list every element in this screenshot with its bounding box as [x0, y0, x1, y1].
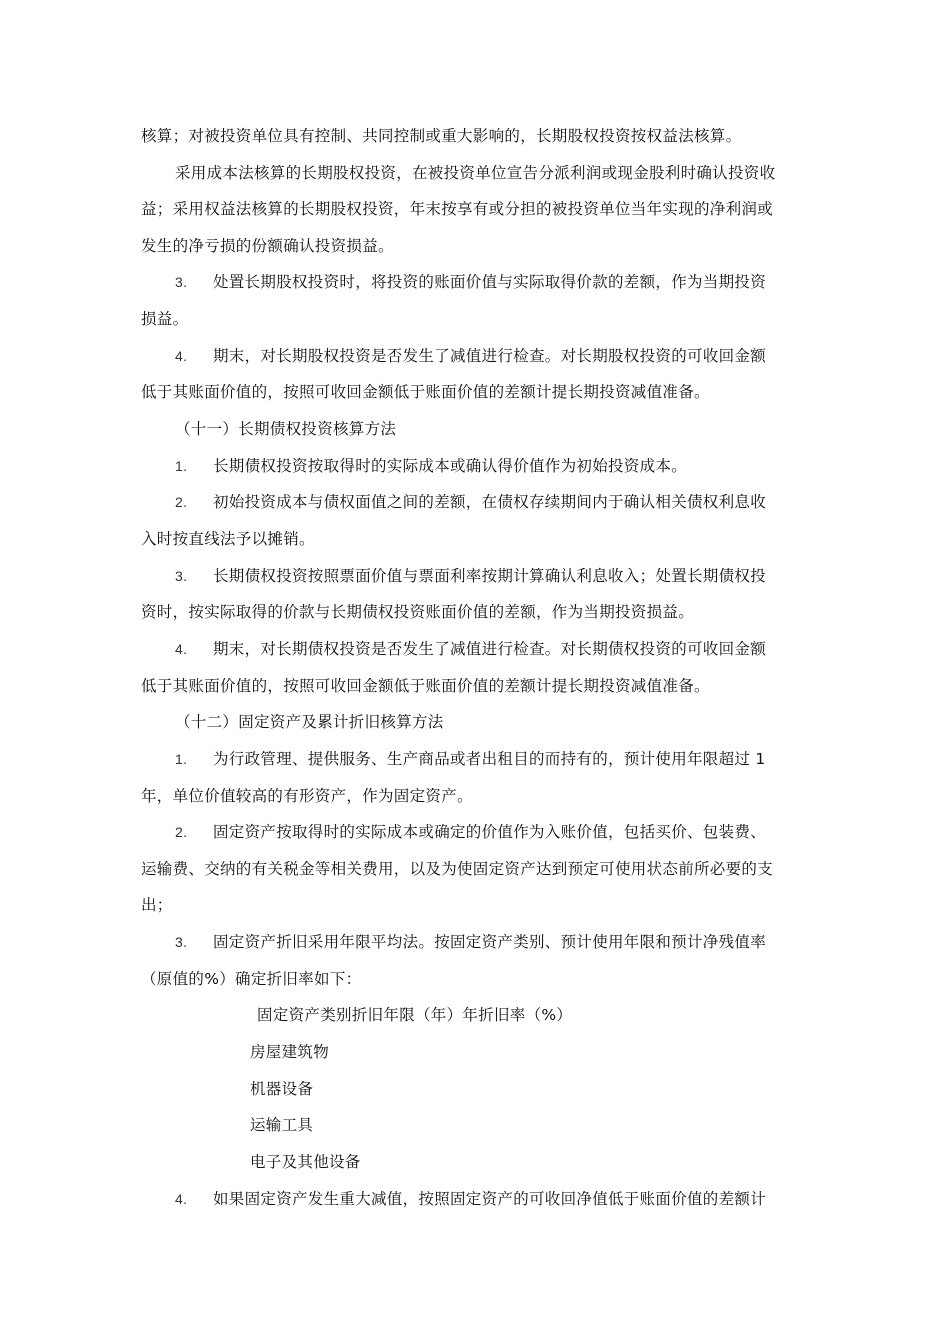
paragraph-line: 低于其账面价值的，按照可收回金额低于账面价值的差额计提长期投资减值准备。 — [141, 383, 710, 401]
paragraph-line: 核算；对被投资单位具有控制、共同控制或重大影响的，长期股权投资按权益法核算。 — [141, 127, 742, 145]
list-item — [175, 456, 687, 476]
paragraph-line: 采用成本法核算的长期股权投资，在被投资单位宣告分派利润或现金股利时确认投资收 — [175, 164, 776, 182]
table-row: 电子及其他设备 — [250, 1153, 361, 1171]
table-row: 机器设备 — [250, 1080, 314, 1098]
list-item — [175, 749, 766, 769]
table-row: 房屋建筑物 — [250, 1043, 330, 1061]
table-row: 运输工具 — [250, 1116, 314, 1134]
paragraph-line: 运输费、交纳的有关税金等相关费用，以及为使固定资产达到预定可使用状态前所必要的支 — [141, 860, 774, 878]
paragraph-line: （原值的%）确定折旧率如下： — [141, 970, 362, 988]
item-number: 4. — [175, 348, 188, 364]
section-heading: （十一）长期债权投资核算方法 — [175, 420, 397, 438]
list-item — [175, 566, 766, 586]
paragraph-line: 资时，按实际取得的价款与长期债权投资账面价值的差额，作为当期投资损益。 — [141, 603, 695, 621]
paragraph-line: 出； — [141, 896, 173, 914]
item-number: 1. — [175, 751, 188, 767]
paragraph-line: 益；采用权益法核算的长期股权投资，年末按享有或分担的被投资单位当年实现的净利润或 — [141, 200, 774, 218]
item-text: 期末，对长期债权投资是否发生了减值进行检查。对长期债权投资的可收回金额 — [213, 640, 767, 658]
item-number: 2. — [175, 824, 188, 840]
item-text: 长期债权投资按照票面价值与票面利率按期计算确认利息收入；处置长期债权投 — [213, 567, 767, 585]
item-text: 期末，对长期股权投资是否发生了减值进行检查。对长期股权投资的可收回金额 — [213, 347, 767, 365]
list-item — [175, 346, 766, 366]
item-number: 3. — [175, 568, 188, 584]
item-text: 长期债权投资按取得时的实际成本或确认得价值作为初始投资成本。 — [213, 457, 688, 475]
list-item — [175, 932, 766, 952]
list-item — [175, 639, 766, 659]
paragraph-line: 发生的净亏损的份额确认投资损益。 — [141, 237, 394, 255]
list-item — [175, 1189, 766, 1209]
list-item — [175, 272, 766, 292]
item-text: 初始投资成本与债权面值之间的差额，在债权存续期间内于确认相关债权利息收 — [213, 493, 767, 511]
item-number: 3. — [175, 934, 188, 950]
item-number: 3. — [175, 274, 188, 290]
item-number: 4. — [175, 641, 188, 657]
item-text: 固定资产按取得时的实际成本或确定的价值作为入账价值，包括买价、包装费、 — [213, 823, 767, 841]
paragraph-line: 损益。 — [141, 310, 189, 328]
item-number: 4. — [175, 1191, 188, 1207]
section-heading: （十二）固定资产及累计折旧核算方法 — [175, 713, 444, 731]
paragraph-line: 入时按直线法予以摊销。 — [141, 530, 315, 548]
list-item — [175, 492, 766, 512]
item-text: 为行政管理、提供服务、生产商品或者出租目的而持有的，预计使用年限超过 1 — [213, 750, 766, 768]
item-text: 如果固定资产发生重大减值，按照固定资产的可收回净值低于账面价值的差额计 — [213, 1190, 767, 1208]
list-item — [175, 822, 766, 842]
item-text: 固定资产折旧采用年限平均法。按固定资产类别、预计使用年限和预计净残值率 — [213, 933, 767, 951]
item-number: 1. — [175, 458, 188, 474]
item-text: 处置长期股权投资时，将投资的账面价值与实际取得价款的差额，作为当期投资 — [213, 273, 767, 291]
item-number: 2. — [175, 494, 188, 510]
paragraph-line: 年，单位价值较高的有形资产，作为固定资产。 — [141, 787, 473, 805]
table-header: 固定资产类别折旧年限（年）年折旧率（%） — [257, 1006, 573, 1024]
paragraph-line: 低于其账面价值的，按照可收回金额低于账面价值的差额计提长期投资减值准备。 — [141, 677, 710, 695]
